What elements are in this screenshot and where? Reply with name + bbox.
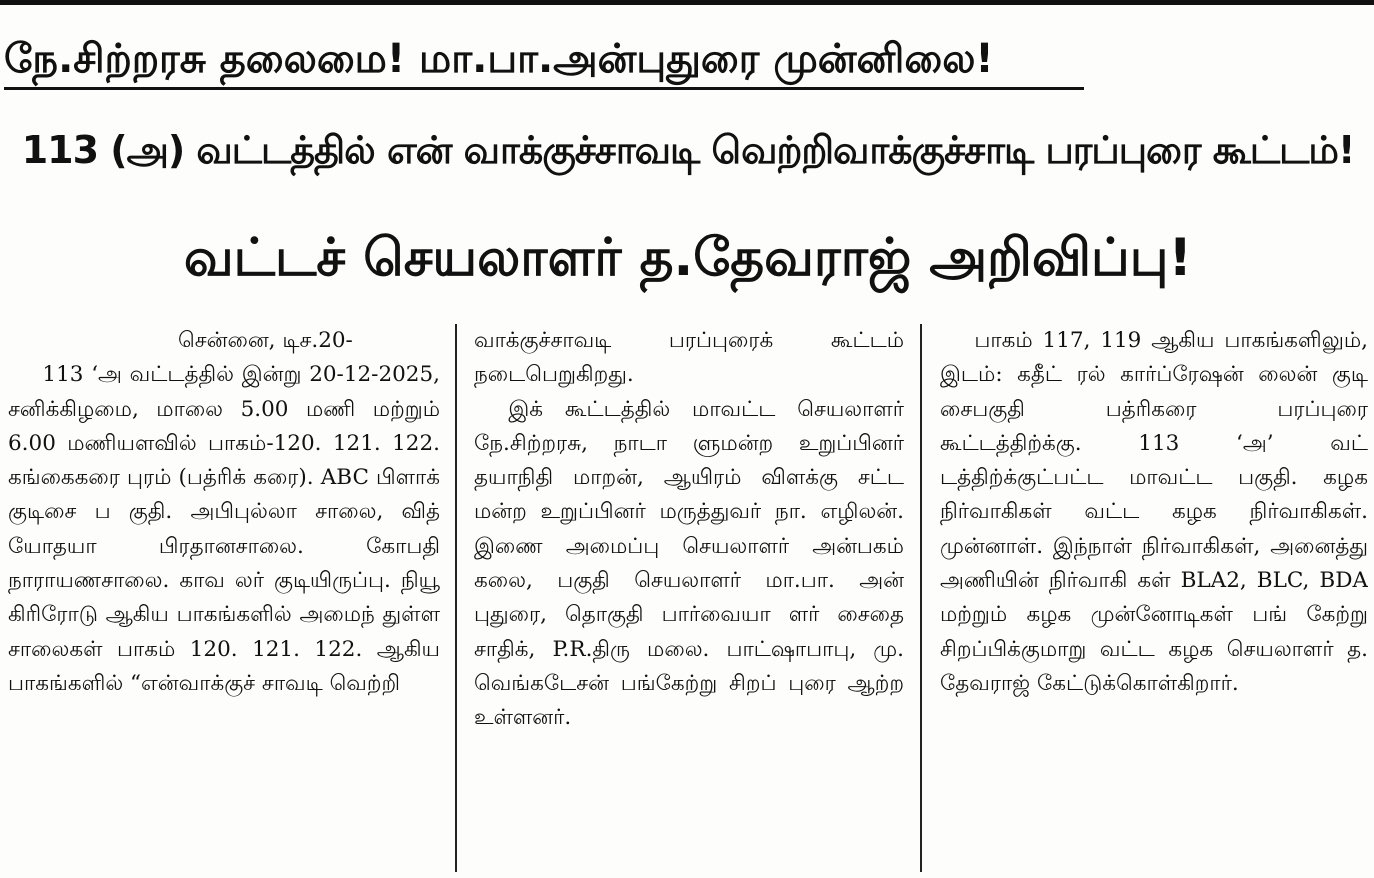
column-divider	[455, 324, 457, 872]
kicker-headline: நே.சிற்றரசு தலைமை! மா.பா.அன்புதுரை முன்னிலை!	[4, 4, 1084, 90]
sub-headline: வட்டச் செயலாளர் த.தேவராஜ் அறிவிப்பு!	[183, 228, 1193, 288]
article-column-1	[8, 324, 440, 874]
article-paragraph: வாக்குச்சாவடி பரப்புரைக் கூட்டம் நடைபெறுகிறது.	[474, 328, 904, 388]
article-column-3	[940, 324, 1368, 874]
article-paragraph: பாகம் 117, 119 ஆகிய பாகங்களிலும், இடம்: கதீட் ரல் கார்ப்ரேஷன் லைன் குடி சைபகுதி பத்ரிகரை பரப்புரை கூட்டத்திற்க்கு. 113 ‘அ’ வட் டத்திற்க்குட்பட்ட மாவட்ட பகுதி. கழக நிர்வாகிகள் வட்ட கழக நிர்வாகிகள். முன்னாள். இந்நாள் நிர்வாகிகள், அனைத்து அணியின் நிர்வாகி கள் BLA2, BLC, BDA மற்றும் கழக முன்னோடிகள் பங் கேற்று சிறப்பிக்குமாறு வட்ட கழக செயலாளர் த. தேவராஜ் கேட்டுக்கொள்கிறார்.	[940, 328, 1368, 696]
article-column-2	[474, 324, 904, 874]
main-headline: 113 (அ) வட்டத்தில் என் வாக்குச்சாவடி வெற்றிவாக்குச்சாடி பரப்புரை கூட்டம்!	[21, 128, 1355, 172]
article-paragraph: இக் கூட்டத்தில் மாவட்ட செயலாளர் நே.சிற்றரசு, நாடா ளுமன்ற உறுப்பினர் தயாநிதி மாறன், ஆயிரம் விளக்கு சட்ட மன்ற உறுப்பினர் மருத்துவர் நா. எழிலன். இணை அமைப்பு செயலாளர் அன்பகம் கலை, பகுதி செயலாளர் மா.பா. அன் புதுரை, தொகுதி பார்வையா ளர் சைதை சாதிக், P.R.திரு மலை. பாட்ஷாபாபு, மு. வெங்கடேசன் பங்கேற்று சிறப் புரை ஆற்ற உள்ளனர்.	[474, 396, 904, 731]
dateline: சென்னை, டிச.20-	[178, 328, 353, 353]
article-paragraph: 113 ‘அ வட்டத்தில் இன்று 20-12-2025, சனிக்கிழமை, மாலை 5.00 மணி மற்றும் 6.00 மணியளவில் பாகம்-120. 121. 122. கங்கைகரை புரம் (பத்ரிக் கரை). ABC பிளாக் குடிசை ப குதி. அபிபுல்லா சாலை, வித் யோதயா பிரதானசாலை. கோபதி நாராயணசாலை. காவ லர் குடியிருப்பு. நியூ கிரிரோடு ஆகிய பாகங்களில் அமைந் துள்ள சாலைகள் பாகம் 120. 121. 122. ஆகிய பாகங்களில் “என்வாக்குச் சாவடி வெற்றி	[8, 362, 440, 696]
column-divider	[920, 324, 922, 872]
